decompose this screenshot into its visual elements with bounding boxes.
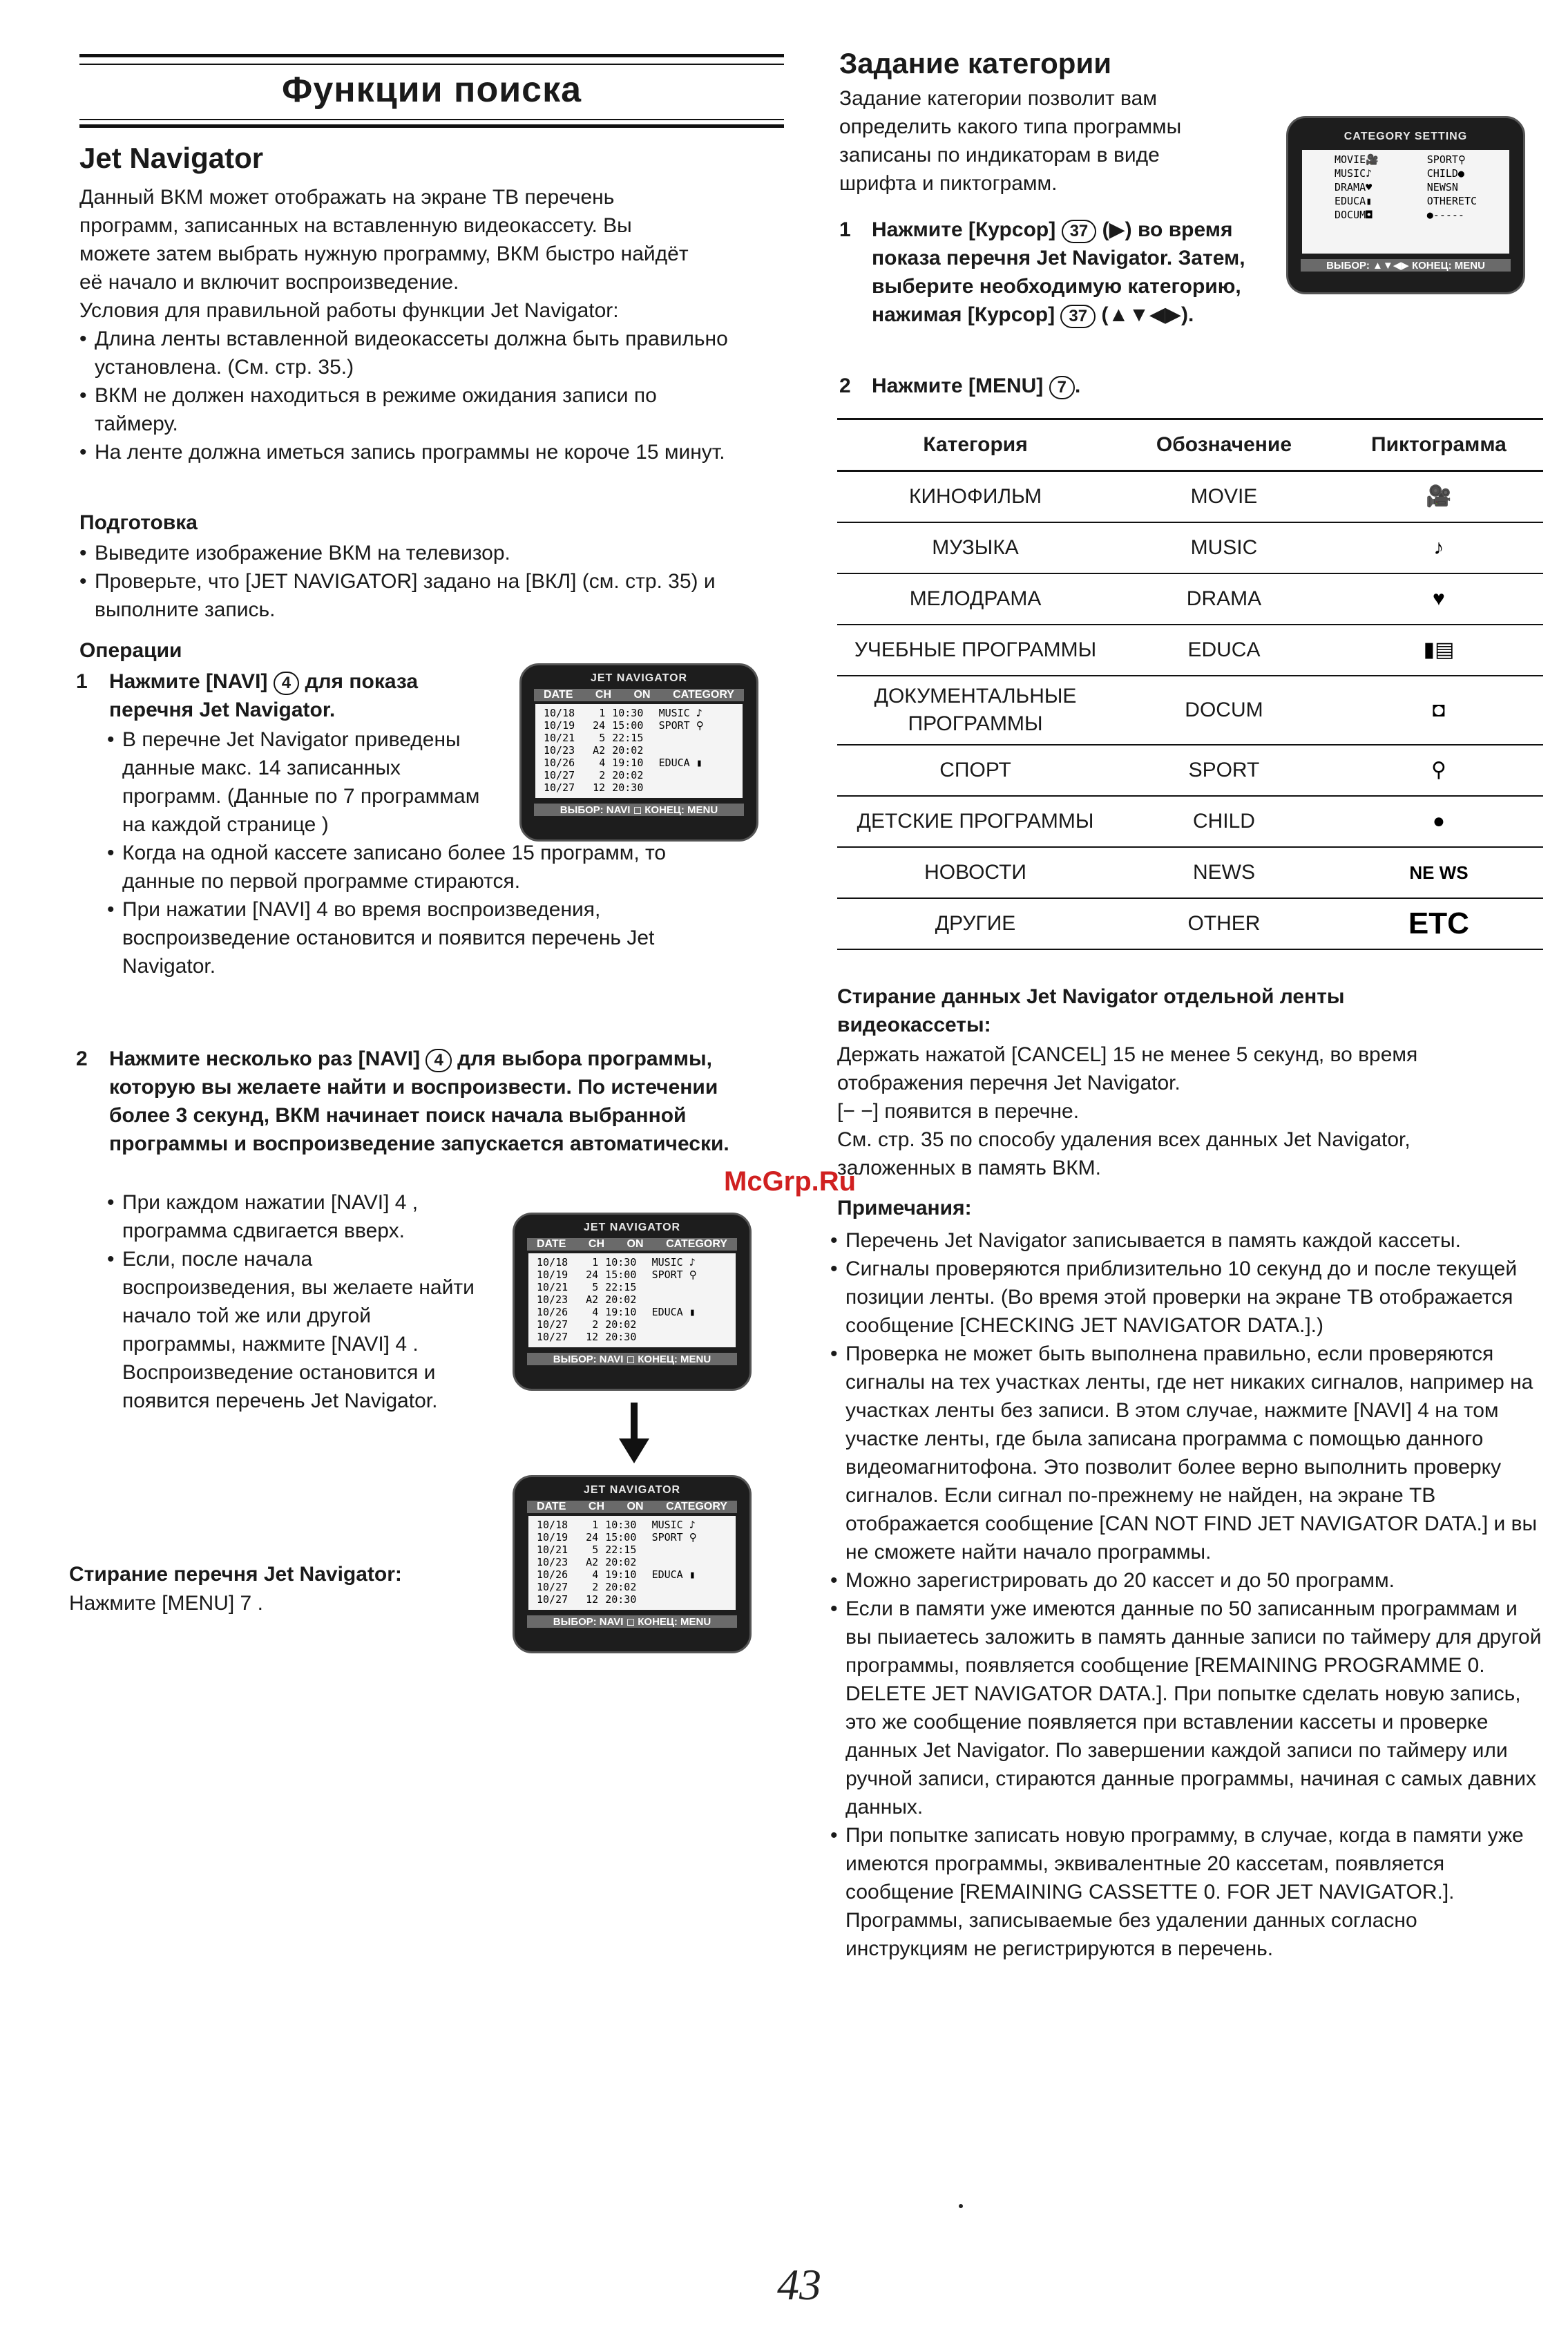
- tv-cell: 2: [592, 1581, 599, 1593]
- col-header-category: Категория: [837, 419, 1113, 471]
- down-arrow-icon: [613, 1403, 655, 1465]
- tv-cell: 19:10: [605, 1306, 637, 1318]
- tv-col-ch: CH: [588, 1501, 605, 1512]
- tv-cell: 20:30: [605, 1593, 637, 1606]
- tv-row: [544, 732, 734, 744]
- tv-cell: 10/21: [537, 1544, 568, 1556]
- tv-rows: [535, 704, 743, 798]
- cell-category: ДОКУМЕНТАЛЬНЫЕ ПРОГРАММЫ: [837, 676, 1113, 745]
- tv-cell: 2: [592, 1318, 599, 1331]
- page-number: 43: [777, 2260, 821, 2309]
- menu-key-badge: 7: [1049, 376, 1075, 399]
- tv-cell: 10:30: [605, 1256, 637, 1269]
- cat-item: MUSIC: [1334, 167, 1366, 180]
- tv-row: [537, 1256, 727, 1269]
- step2-text: [109, 1045, 779, 1158]
- tv-cell: 15:00: [605, 1531, 637, 1544]
- ops-title: Операции: [79, 639, 182, 662]
- etc-icon: ETC: [1335, 898, 1543, 949]
- tv-cell: A2: [586, 1556, 599, 1568]
- step2-text-b: для выбора программы, которую вы желаете найти и воспроизвести. По истечении более 3 секунд, ВКМ начинает поиск начала выбранной программы и воспроизведение запускается автоматически.: [109, 1047, 729, 1155]
- cell-code: NEWS: [1113, 847, 1335, 898]
- cat-item: MOVIE: [1334, 153, 1366, 166]
- tv-row: [544, 781, 734, 794]
- erase-title: Стирание данных Jet Navigator отдельной ленты видеокассеты:: [837, 985, 1345, 1036]
- tv-title: CATEGORY SETTING: [1344, 131, 1468, 142]
- tv-row: [537, 1531, 727, 1544]
- erase-text-3: См. стр. 35 по способу удаления всех данных Jet Navigator, заложенных в память ВКМ.: [837, 1128, 1411, 1179]
- jet-conditions-list: [79, 325, 743, 466]
- tv-cell: 20:02: [612, 744, 644, 757]
- cat-step1-text: [872, 216, 1265, 329]
- cell-category: МУЗЫКА: [837, 522, 1113, 573]
- tv-row: [537, 1306, 727, 1318]
- header-rule-top-thin: [79, 64, 784, 65]
- step2-text-a: Нажмите несколько раз [NAVI]: [109, 1047, 421, 1070]
- cell-category: УЧЕБНЫЕ ПРОГРАММЫ: [837, 625, 1113, 676]
- list-item: • Можно зарегистрировать до 20 кассет и до 50 программ.: [830, 1566, 1542, 1595]
- sport-figure-icon: ⚲: [1335, 745, 1543, 796]
- music-icon: ♪: [1366, 167, 1373, 180]
- cell-code: CHILD: [1113, 796, 1335, 847]
- table-row: [837, 676, 1543, 745]
- tv-cell: 10/18: [544, 707, 575, 719]
- tv-cell: EDUCA ▮: [651, 1568, 696, 1581]
- balloon-icon: ●: [1335, 796, 1543, 847]
- cell-code: EDUCA: [1113, 625, 1335, 676]
- step1-text-a: Нажмите [NAVI]: [109, 670, 268, 693]
- tv-row: [544, 719, 734, 732]
- tv-rows: [528, 1516, 736, 1610]
- tv-cell: [659, 732, 734, 744]
- list-item: • На ленте должна иметься запись программы не короче 15 минут.: [79, 438, 743, 466]
- tv-cell: 10/18: [537, 1256, 568, 1269]
- tv-columns: [534, 689, 744, 701]
- tv-cell: 10/26: [537, 1568, 568, 1581]
- prep-list: [79, 539, 770, 624]
- step1-number: 1: [76, 670, 88, 693]
- tv-cell: 10/21: [544, 732, 575, 744]
- tv-cell: 20:02: [605, 1581, 637, 1593]
- tv-col-ch: CH: [595, 689, 612, 701]
- erase-text-1: Держать нажатой [CANCEL] 15 не менее 5 секунд, во время отображения перечня Jet Navigator.: [837, 1043, 1418, 1094]
- tv-cell: 5: [592, 1281, 599, 1293]
- table-row: [837, 796, 1543, 847]
- table-row: [837, 847, 1543, 898]
- tv-col-on: ON: [627, 1238, 644, 1250]
- tv-col-date: DATE: [537, 1501, 566, 1512]
- list-item: • Если в памяти уже имеются данные по 50 записанным программам и вы пыиаетесь заложить в память данные записи по таймеру для другой программы, появляется сообщение [REMAINING PROGRAMME 0. DELETE JET NAVIGATOR DATA.]. При попытке сделать новую запись, это же сообщение появляется при вставлении кассеты и проверке данных Jet Navigator. По завершении каждой записи по таймеру или ручной записи, стираются данные программы, начиная с самых давних данных.: [830, 1595, 1542, 1821]
- tv-cell: 10/26: [537, 1306, 568, 1318]
- tv-cell: 19:10: [612, 757, 644, 769]
- cat-step1-text-a: Нажмите [Курсор]: [872, 218, 1056, 241]
- cell-code: DRAMA: [1113, 573, 1335, 625]
- table-row: [837, 522, 1543, 573]
- cat-step2-text: [872, 372, 1080, 400]
- header-rule-bottom-thin: [79, 119, 784, 120]
- step1-bullets-a: [107, 725, 501, 839]
- list-item: • При нажатии [NAVI] 4 во время воспроизведения, воспроизведение остановится и появится перечень Jet Navigator.: [107, 895, 729, 980]
- tv-rows: [528, 1253, 736, 1347]
- news-icon: NE WS: [1335, 847, 1543, 898]
- tv-cell: 1: [592, 1256, 599, 1269]
- watermark: McGrp.Ru: [724, 1166, 857, 1197]
- tv-cell: 10/27: [537, 1593, 568, 1606]
- tv-cell: [652, 1293, 727, 1306]
- tv-cell: MUSIC ♪: [658, 707, 702, 719]
- list-item: • Если, после начала воспроизведения, вы желаете найти начало той же или другой программы, нажмите [NAVI] 4 . Воспроизведение остановится и появится перечень Jet Navigator.: [107, 1245, 480, 1415]
- tv-cell: 10/26: [544, 757, 575, 769]
- tv-cell: [652, 1318, 727, 1331]
- cat-item: SPORT: [1426, 153, 1458, 166]
- list-item: • Длина ленты вставленной видеокассеты должна быть правильно установлена. (См. стр. 35.): [79, 325, 743, 381]
- tv-cell: [652, 1556, 727, 1568]
- tv-footer: ВЫБОР: NAVI ◻ КОНЕЦ: MENU: [527, 1353, 737, 1365]
- etc-icon: ETC: [1457, 195, 1478, 207]
- table-row: [837, 625, 1543, 676]
- tv-col-category: CATEGORY: [666, 1238, 727, 1250]
- tv-cell: [652, 1281, 727, 1293]
- cat-step2-text-a: Нажмите [MENU]: [872, 374, 1044, 397]
- cursor-key-badge: 37: [1060, 305, 1096, 328]
- movie-icon: 🎥: [1366, 153, 1379, 166]
- notes-title: Примечания:: [837, 1197, 972, 1219]
- cell-category: ДЕТСКИЕ ПРОГРАММЫ: [837, 796, 1113, 847]
- navi-key-badge: 4: [274, 672, 299, 695]
- cat-step1-number: 1: [839, 218, 851, 241]
- cat-step1-text-c: (▲▼◀▶).: [1101, 303, 1194, 326]
- tv-columns: [527, 1238, 737, 1251]
- tv-cell: 10/27: [544, 781, 575, 794]
- tv-cell: A2: [586, 1293, 599, 1306]
- tv-screen-jet-navigator-3: [513, 1475, 752, 1653]
- tv-row: [544, 757, 734, 769]
- tv-title: JET NAVIGATOR: [590, 672, 688, 684]
- tv-row: [537, 1544, 727, 1556]
- cell-category: ДРУГИЕ: [837, 898, 1113, 949]
- dot-mark: [959, 2204, 963, 2208]
- table-row: [837, 898, 1543, 949]
- cat-step1-text-b: (▶) во время показа перечня Jet Navigator. Затем, выберите необходимую категорию, нажимая [Курсор]: [872, 218, 1245, 326]
- movie-camera-icon: 🎥: [1335, 471, 1543, 522]
- tv-cell: 10/18: [537, 1519, 568, 1531]
- cat-item: EDUCA: [1334, 195, 1366, 207]
- list-item: • ВКМ не должен находиться в режиме ожидания записи по таймеру.: [79, 381, 743, 438]
- news-icon: N: [1451, 181, 1458, 193]
- tv-cell: A2: [593, 744, 606, 757]
- tv-row: [537, 1568, 727, 1581]
- list-item: • Перечень Jet Navigator записывается в память каждой кассеты.: [830, 1226, 1542, 1255]
- tv-cell: 4: [592, 1306, 599, 1318]
- heart-icon: ♥: [1366, 181, 1373, 193]
- cat-step2-number: 2: [839, 374, 851, 397]
- tv-title: JET NAVIGATOR: [583, 1222, 681, 1233]
- tv-cell: 10/19: [537, 1269, 568, 1281]
- step1-text: [109, 667, 496, 724]
- cat-item: ●-----: [1426, 209, 1464, 221]
- tv-col-category: CATEGORY: [673, 689, 734, 701]
- tv-footer: ВЫБОР: NAVI ◻ КОНЕЦ: MENU: [534, 804, 744, 816]
- heart-icon: ♥: [1335, 573, 1543, 625]
- tv-cell: 5: [592, 1544, 599, 1556]
- cat-item: DRAMA: [1334, 181, 1366, 193]
- cat-item: CHILD: [1426, 167, 1458, 180]
- tv-row: [544, 707, 734, 719]
- page-title: Функции поиска: [281, 70, 582, 110]
- tv-cell: 10/27: [537, 1331, 568, 1343]
- tv-cell: 24: [586, 1531, 599, 1544]
- cat-item: OTHER: [1426, 195, 1458, 207]
- tv-screen-jet-navigator-2: [513, 1213, 752, 1391]
- tv-cell: 22:15: [605, 1544, 637, 1556]
- jet-heading: Jet Navigator: [79, 142, 264, 174]
- education-icon: ▮: [1366, 195, 1373, 207]
- tv-col-date: DATE: [544, 689, 573, 701]
- sport-icon: ⚲: [1457, 153, 1466, 166]
- tv-cell: 24: [593, 719, 606, 732]
- tv-cell: [659, 744, 734, 757]
- tv-cell: 1: [599, 707, 606, 719]
- tv-cell: [659, 769, 734, 781]
- tv-cell: 4: [592, 1568, 599, 1581]
- tv-cell: 19:10: [605, 1568, 637, 1581]
- tv-cell: 10/19: [544, 719, 575, 732]
- tv-cell: [652, 1593, 727, 1606]
- list-item: • Выведите изображение ВКМ на телевизор.: [79, 539, 770, 567]
- tv-cell: 10/23: [537, 1556, 568, 1568]
- tv-cell: 10/27: [544, 769, 575, 781]
- tv-cell: 15:00: [612, 719, 644, 732]
- category-intro: Задание категории позволит вам определить какого типа программы записаны по индикаторам в виде шрифта и пиктограмм.: [839, 87, 1182, 195]
- tv-col-category: CATEGORY: [666, 1501, 727, 1512]
- balloon-icon: ●: [1457, 167, 1464, 180]
- tv-cell: 10/23: [544, 744, 575, 757]
- tv-cell: EDUCA ▮: [658, 757, 702, 769]
- prep-title: Подготовка: [79, 511, 198, 534]
- tv-cell: 4: [599, 757, 606, 769]
- category-setting-panel: [1302, 150, 1509, 254]
- tv-cell: SPORT ⚲: [658, 719, 704, 732]
- erase-text-2: [− −] появится в перечне.: [837, 1100, 1080, 1123]
- cell-code: OTHER: [1113, 898, 1335, 949]
- cell-category: КИНОФИЛЬМ: [837, 471, 1113, 522]
- tv-row: [537, 1593, 727, 1606]
- list-item: • Сигналы проверяются приблизительно 10 секунд до и после текущей позиции ленты. (Во время этой проверки на экране ТВ отображается сообщение [CHECKING JET NAVIGATOR DATA.].): [830, 1255, 1542, 1340]
- cell-category: МЕЛОДРАМА: [837, 573, 1113, 625]
- category-setting-left: [1335, 153, 1379, 251]
- table-row: [837, 745, 1543, 796]
- tv-cell: EDUCA ▮: [651, 1306, 696, 1318]
- table-header-row: [837, 419, 1543, 471]
- step1-text-b: для показа перечня Jet Navigator.: [109, 670, 419, 721]
- tv-row: [537, 1281, 727, 1293]
- tv-cell: 20:30: [605, 1331, 637, 1343]
- tv-cell: 24: [586, 1269, 599, 1281]
- col-header-code: Обозначение: [1113, 419, 1335, 471]
- category-setting-right: [1427, 153, 1477, 251]
- tv-row: [537, 1318, 727, 1331]
- tv-row: [537, 1331, 727, 1343]
- notes-list: [830, 1226, 1542, 1963]
- tv-row: [544, 744, 734, 757]
- step1-bullets-b: [107, 839, 729, 980]
- tv-cell: 10/19: [537, 1531, 568, 1544]
- tv-row: [537, 1581, 727, 1593]
- cell-code: DOCUM: [1113, 676, 1335, 745]
- cat-step2-text-b: .: [1074, 374, 1081, 397]
- clear-text: Нажмите [MENU] 7 .: [69, 1592, 263, 1615]
- tv-row: [537, 1293, 727, 1306]
- tv-cell: 22:15: [612, 732, 644, 744]
- tv-cell: 20:02: [605, 1293, 637, 1306]
- navi-key-badge: 4: [426, 1049, 451, 1072]
- tv-cell: 12: [586, 1593, 599, 1606]
- col-header-icon: Пиктограмма: [1335, 419, 1543, 471]
- cell-code: MUSIC: [1113, 522, 1335, 573]
- tv-cell: 12: [586, 1331, 599, 1343]
- list-item: • Проверка не может быть выполнена правильно, если проверяются сигналы на тех участках ленты, где нет никаких сигналов, например на участках ленты без записи. В этом случае, нажмите [NAVI] 4 на том участке ленты, где была записана программа с помощью данного видеомагнитофона. Это позволит более верно выполнить проверку сигналов. Если сигнал по-прежнему не найден, на экране ТВ отображается сообщение [CAN NOT FIND JET NAVIGATOR DATA.] и вы не сможете найти начало программы.: [830, 1340, 1542, 1566]
- clear-title: Стирание перечня Jet Navigator:: [69, 1563, 402, 1586]
- music-note-icon: ♪: [1335, 522, 1543, 573]
- list-item: • Проверьте, что [JET NAVIGATOR] задано на [ВКЛ] (см. стр. 35) и выполните запись.: [79, 567, 770, 624]
- cursor-key-badge: 37: [1062, 220, 1097, 243]
- tv-cell: 20:30: [612, 781, 644, 794]
- table-row: [837, 471, 1543, 522]
- tv-col-on: ON: [633, 689, 651, 701]
- tv-col-on: ON: [627, 1501, 644, 1512]
- cell-category: СПОРТ: [837, 745, 1113, 796]
- tv-columns: [527, 1501, 737, 1513]
- tv-cell: 10:30: [612, 707, 644, 719]
- list-item: • При попытке записать новую программу, в случае, когда в памяти уже имеются программы, эквивалентные 20 кассетам, появляется сообщение [REMAINING CASSETTE 0. FOR JET NAVIGATOR.]. Программы, записываемые без удалении данных согласно инструкциям не регистрируются в перечень.: [830, 1821, 1542, 1963]
- tv-cell: 10:30: [605, 1519, 637, 1531]
- tv-cell: 5: [599, 732, 606, 744]
- tv-cell: SPORT ⚲: [651, 1269, 697, 1281]
- tv-cell: 12: [593, 781, 606, 794]
- category-table: [837, 418, 1543, 950]
- tv-row: [544, 769, 734, 781]
- tv-footer: ВЫБОР: NAVI ◻ КОНЕЦ: MENU: [527, 1615, 737, 1628]
- cell-category: НОВОСТИ: [837, 847, 1113, 898]
- education-icon: ▮▤: [1335, 625, 1543, 676]
- tv-cell: [659, 781, 734, 794]
- tv-col-date: DATE: [537, 1238, 566, 1250]
- tv-screen-category-setting: [1286, 116, 1525, 294]
- tv-title: JET NAVIGATOR: [583, 1484, 681, 1496]
- tv-row: [537, 1519, 727, 1531]
- tv-cell: 10/27: [537, 1581, 568, 1593]
- tv-cell: SPORT ⚲: [651, 1531, 697, 1544]
- cat-item: NEWS: [1426, 181, 1452, 193]
- camera-icon: ◘: [1366, 209, 1373, 221]
- step2-number: 2: [76, 1047, 88, 1070]
- tv-cell: 20:02: [612, 769, 644, 781]
- jet-intro: Данный ВКМ может отображать на экране ТВ перечень программ, записанных на вставленную видеокассету. Вы можете затем выбрать нужную программу, ВКМ быстро найдёт её начало и включит воспроизведение.: [79, 186, 689, 294]
- tv-cell: 20:02: [605, 1556, 637, 1568]
- category-heading: Задание категории: [839, 47, 1112, 79]
- tv-cell: 2: [599, 769, 606, 781]
- tv-cell: 10/23: [537, 1293, 568, 1306]
- cell-code: MOVIE: [1113, 471, 1335, 522]
- header-rule-bottom: [79, 124, 784, 128]
- cell-code: SPORT: [1113, 745, 1335, 796]
- list-item: • При каждом нажатии [NAVI] 4 , программа сдвигается вверх.: [107, 1188, 480, 1245]
- tv-cell: MUSIC ♪: [651, 1256, 696, 1269]
- tv-cell: 10/21: [537, 1281, 568, 1293]
- tv-footer: ВЫБОР: ▲▼◀▶ КОНЕЦ: MENU: [1301, 259, 1511, 272]
- list-item: • Когда на одной кассете записано более 15 программ, то данные по первой программе стираются.: [107, 839, 729, 895]
- tv-cell: 22:15: [605, 1281, 637, 1293]
- tv-screen-jet-navigator-1: [519, 663, 758, 842]
- step2-bullets: [107, 1188, 480, 1415]
- tv-cell: 15:00: [605, 1269, 637, 1281]
- tv-cell: [652, 1331, 727, 1343]
- cat-item: DOCUM: [1334, 209, 1366, 221]
- tv-col-ch: CH: [588, 1238, 605, 1250]
- tv-cell: MUSIC ♪: [651, 1519, 696, 1531]
- tv-cell: 20:02: [605, 1318, 637, 1331]
- list-item: • В перечне Jet Navigator приведены данные макс. 14 записанных программ. (Данные по 7 программам на каждой странице ): [107, 725, 501, 839]
- tv-cell: [652, 1581, 727, 1593]
- tv-cell: 10/27: [537, 1318, 568, 1331]
- table-row: [837, 573, 1543, 625]
- tv-row: [537, 1269, 727, 1281]
- jet-conditions-title: Условия для правильной работы функции Jet Navigator:: [79, 299, 619, 322]
- header-rule-top: [79, 54, 784, 57]
- tv-row: [537, 1556, 727, 1568]
- tv-cell: 1: [592, 1519, 599, 1531]
- camera-icon: ◘: [1335, 676, 1543, 745]
- tv-cell: [652, 1544, 727, 1556]
